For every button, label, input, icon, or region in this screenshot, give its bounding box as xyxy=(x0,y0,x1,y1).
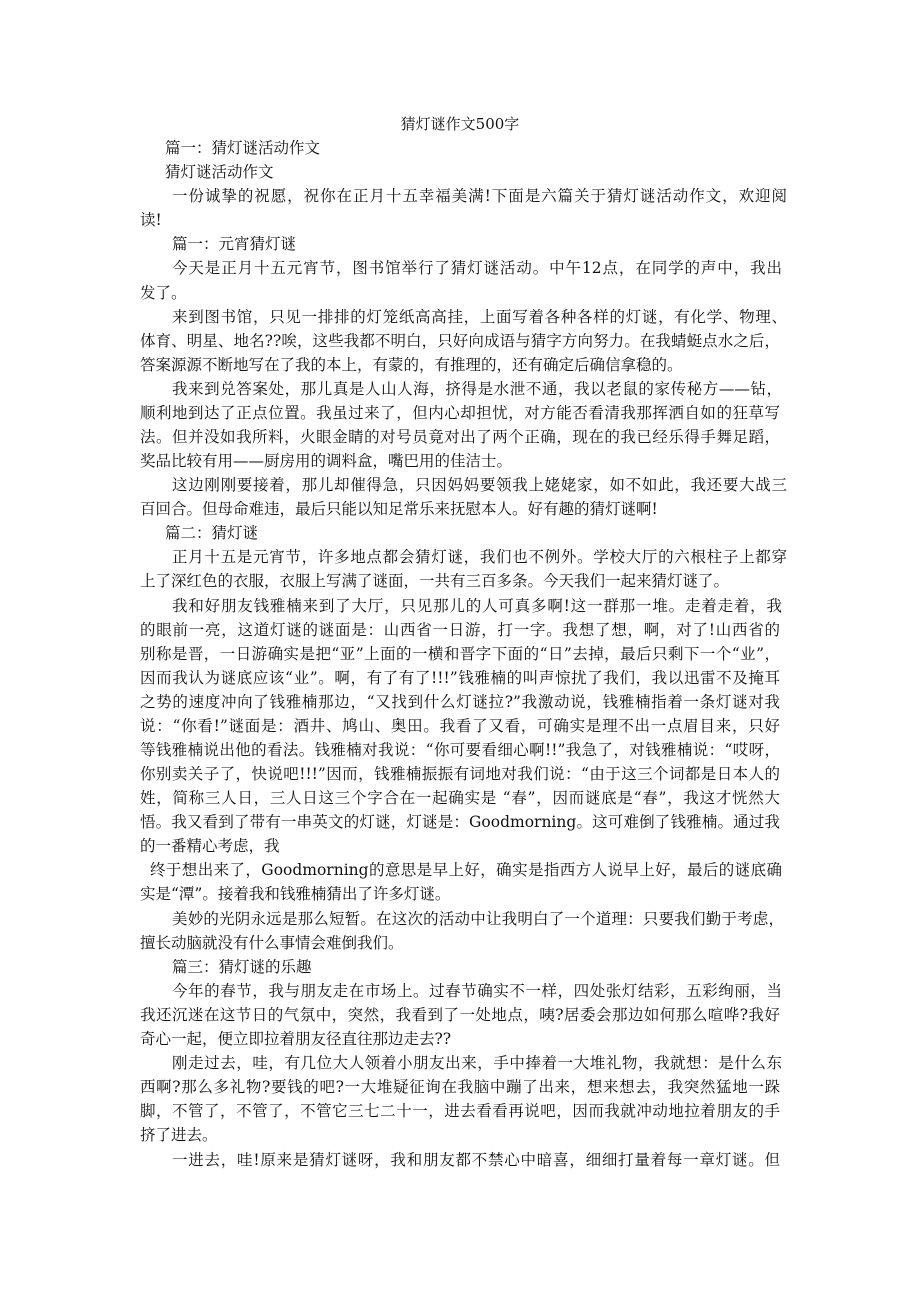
paragraph-line: 脚，不管了，不管了，不管它三七二十一，进去看看再说吧，因而我就冲动地拉着朋友的手 xyxy=(140,1102,780,1120)
section-heading: 篇一：猜灯谜活动作文 xyxy=(165,139,321,157)
paragraph-line: 答案源源不断地写在了我的本上，有蒙的，有推理的，还有确定后确信拿稳的。 xyxy=(140,356,683,374)
paragraph-line: 实是“潭”。接着我和钱雅楠猜出了许多灯谜。 xyxy=(140,885,451,903)
paragraph-line: 读! xyxy=(140,211,162,229)
paragraph-line: 刚走过去，哇，有几位大人领着小朋友出来，手中捧着一大堆礼物，我就想：是什么东 xyxy=(172,1054,782,1072)
paragraph-line: 今天是正月十五元宵节，图书馆举行了猜灯谜活动。中午12点，在同学的声中，我出 xyxy=(172,259,782,277)
paragraph-line: 等钱雅楠说出他的看法。钱雅楠对我说：“你可要看细心啊!!”我急了，对钱雅楠说：“哎呀， xyxy=(140,741,780,759)
paragraph-line: 因而我认为谜底应该“业”。啊，有了有了!!!”钱雅楠的叫声惊扰了我们，我以迅雷不及掩耳 xyxy=(140,669,780,687)
paragraph-line: 我还沉迷在这节日的气氛中，突然，我看到了一处地点，咦?居委会那边如何那么喧哗?我好 xyxy=(140,1006,780,1024)
paragraph-line: 一进去，哇!原来是猜灯谜呀，我和朋友都不禁心中暗喜，细细打量着每一章灯谜。但 xyxy=(172,1151,780,1169)
paragraph-line: 你别卖关子了，快说吧!!!”因而，钱雅楠振振有词地对我们说：“由于这三个词都是日本人的 xyxy=(140,765,780,783)
paragraph-line: 奇心一起，便立即拉着朋友径直往那边走去?? xyxy=(140,1030,452,1048)
paragraph-line: 美妙的光阴永远是那么短暂。在这次的活动中让我明白了一个道理：只要我们勤于考虑， xyxy=(172,910,784,928)
paragraph-line: 来到图书馆，只见一排排的灯笼纸高高挂，上面写着各种各样的灯谜，有化学、物理、 xyxy=(172,308,787,326)
paragraph-line: 体育、明星、地名??唉，这些我都不明白，只好向成语与猜字方向努力。在我蜻蜓点水之后， xyxy=(140,332,780,350)
document-title: 猜灯谜作文500字 xyxy=(400,115,520,133)
paragraph-line: 我来到兑答案处，那儿真是人山人海，挤得是水泄不通，我以老鼠的家传秘方——钻， xyxy=(172,380,782,398)
paragraph-line: 姓，简称三人日，三人日这三个字合在一起确实是 “春”，因而谜底是“春”，我这才恍然大 xyxy=(140,789,780,807)
paragraph-line: 的眼前一亮，这道灯谜的谜面是：山西省一日游，打一字。我想了想，啊，对了!山西省的 xyxy=(140,621,780,639)
paragraph-line: 百回合。但母命难违，最后只能以知足常乐来抚慰本人。好有趣的猜灯谜啊! xyxy=(140,500,658,518)
paragraph-line: 奖品比较有用——厨房用的调料盒，嘴巴用的佳洁士。 xyxy=(140,452,513,470)
paragraph-line: 悟。我又看到了带有一串英文的灯谜，灯谜是：Goodmorning。这可难倒了钱雅楠。通过我 xyxy=(140,813,780,831)
paragraph-line: 上了深红色的衣服，衣服上写满了谜面，一共有三百多条。今天我们一起来猜灯谜了。 xyxy=(140,572,730,590)
section-heading: 篇三：猜灯谜的乐趣 xyxy=(172,958,312,976)
paragraph-line: 顺利地到达了正点位置。我虽过来了，但内心却担忧，对方能否看清我那挥洒自如的狂草写 xyxy=(140,404,780,422)
paragraph-line: 说：“你看!”谜面是：酒井、鸠山、奥田。我看了又看，可确实是理不出一点眉目来，只好 xyxy=(140,717,780,735)
paragraph-line: 一份诚挚的祝愿，祝你在正月十五幸福美满!下面是六篇关于猜灯谜活动作文，欢迎阅 xyxy=(172,187,787,205)
paragraph-line: 我和好朋友钱雅楠来到了大厅，只见那儿的人可真多啊!这一群那一堆。走着走着，我 xyxy=(172,597,782,615)
paragraph-line: 今年的春节，我与朋友走在市场上。过春节确实不一样，四处张灯结彩，五彩绚丽，当 xyxy=(172,982,782,1000)
paragraph-line: 的一番精心考虑，我 xyxy=(140,837,280,855)
paragraph-line: 发了。 xyxy=(140,284,187,302)
paragraph-line: 西啊?那么多礼物?要钱的吧?一大堆疑征询在我脑中蹦了出来，想来想去，我突然猛地一跺 xyxy=(140,1078,780,1096)
paragraph-line: 挤了进去。 xyxy=(140,1126,218,1144)
paragraph-line: 之势的速度冲向了钱雅楠那边，“又找到什么灯谜拉?”我激动说，钱雅楠指着一条灯谜对我 xyxy=(140,693,780,711)
subtitle: 猜灯谜活动作文 xyxy=(165,163,274,181)
section-heading: 篇二：猜灯谜 xyxy=(165,524,259,542)
section-heading: 篇一：元宵猜灯谜 xyxy=(172,235,297,253)
paragraph-line: 终于想出来了，Goodmorning的意思是早上好，确实是指西方人说早上好，最后的谜底确 xyxy=(150,861,782,879)
paragraph-line: 这边刚刚要接着，那儿却催得急，只因妈妈要领我上姥姥家，如不如此，我还要大战三 xyxy=(172,476,787,494)
paragraph-line: 别称是晋，一日游确实是把“亚”上面的一横和晋字下面的“日”去掉，最后只剩下一个“业”， xyxy=(140,645,780,663)
paragraph-line: 正月十五是元宵节，许多地点都会猜灯谜，我们也不例外。学校大厅的六根柱子上都穿 xyxy=(172,548,787,566)
paragraph-line: 擅长动脑就没有什么事情会难倒我们。 xyxy=(140,934,404,952)
paragraph-line: 法。但并没如我所料，火眼金睛的对号员竟对出了两个正确，现在的我已经乐得手舞足蹈， xyxy=(140,428,780,446)
